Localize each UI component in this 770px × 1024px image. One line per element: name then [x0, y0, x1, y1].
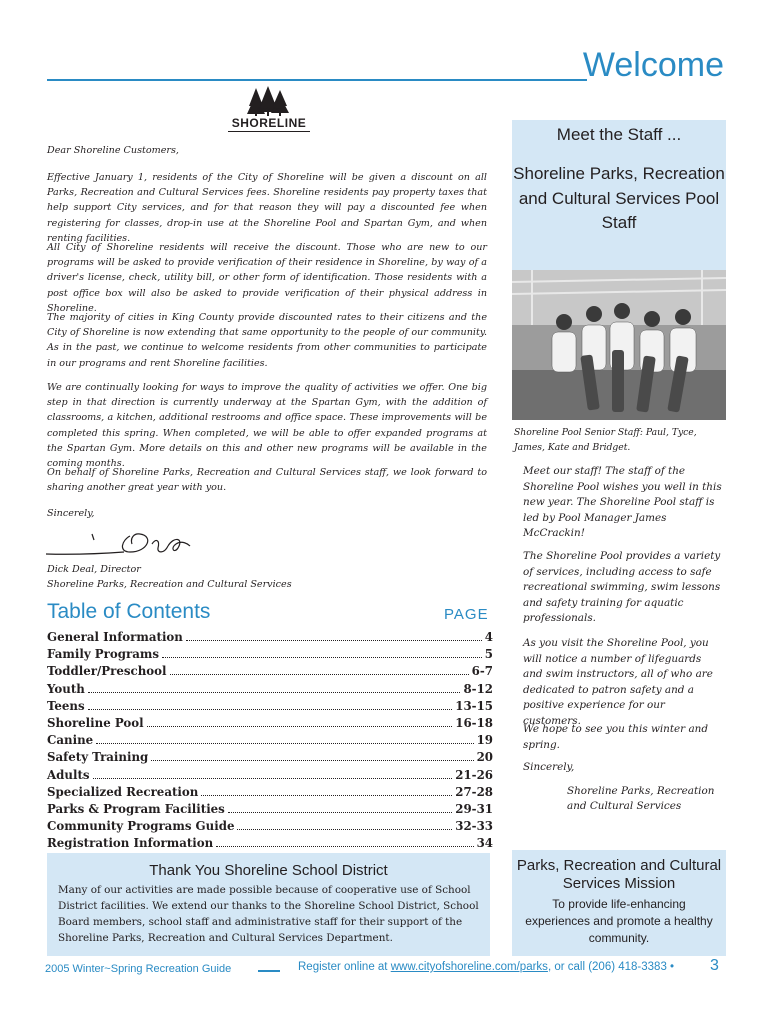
toc-entry-page: 6-7	[471, 664, 493, 679]
footer-phone: , or call (206) 418-3383 •	[547, 961, 675, 973]
staff-signer-line1: Shoreline Parks, Recreation	[567, 785, 715, 797]
toc-entry	[47, 785, 493, 802]
footer-prefix: Register online at	[298, 961, 391, 973]
toc-entry-label: Community Programs Guide	[47, 819, 235, 834]
footer-contact	[298, 961, 674, 973]
toc-entry-page: 5	[484, 647, 493, 662]
letter-paragraph: Effective January 1, residents of the City of Shoreline will be given a discount on all Parks, Recreation and Cultural Services fees. Shoreline residents pay property taxes that help support City services, and for that reason they will pay a discounted fee when registering for classes, drop-in use at the Shoreline Pool and Spartan Gym, and when renting facilities.	[47, 172, 487, 244]
toc-leader-dots	[237, 828, 452, 830]
toc-entry-label: Youth	[47, 681, 85, 696]
letter-paragraph: All City of Shoreline residents will receive the discount. Those who are new to our programs will be asked to provide verification of their residence in Shoreline, by way of a driver's license, check, utility bill, or other form of identification. Those residents with a post office box will also be asked to provide verification of their physical address in Shoreline.	[47, 242, 487, 314]
toc-entry-label: Toddler/Preschool	[47, 664, 167, 679]
toc-leader-dots	[201, 794, 452, 796]
toc-entry-label: Shoreline Pool	[47, 715, 144, 730]
letter-paragraph: We are continually looking for ways to improve the quality of activities we offer. One big step in that direction is currently underway at the Spartan Gym, with the addition of classrooms, a kitchen, additional restrooms and office space. These improvements will be completed this spring. When completed, we will be able to offer expanded programs at the Spartan Gym. More details on this and other new programs will be available in the coming months.	[47, 382, 487, 470]
toc-entry-page: 21-26	[455, 767, 493, 782]
toc-entry-page: 4	[484, 630, 493, 644]
toc-entry	[47, 630, 493, 647]
toc-entry	[47, 802, 493, 819]
staff-signer-line2: and Cultural Services	[567, 800, 682, 812]
mission-title: Parks, Recreation and Cultural Services Mission	[516, 857, 722, 892]
toc-list	[47, 630, 493, 853]
toc-entry	[47, 682, 493, 699]
logo-city-text: CITY OF	[257, 108, 281, 114]
toc-entry-page: 32-33	[455, 819, 493, 834]
letter-paragraph: The majority of cities in King County provide discounted rates to their citizens and the City of Shoreline is now extending that same opportunity to the people of our community. As in the past, we continue to welcome residents from other communities to participate in our programs and rent Shoreline facilities.	[47, 312, 487, 369]
thanks-body: Many of our activities are made possible because of cooperative use of School District facilities. We extend our thanks to the Shoreline School District, School Board members, school staff and administrative staff for their support of the Shoreline Parks, Recreation and Cultural Services Department.	[58, 884, 479, 944]
toc-leader-dots	[96, 742, 473, 744]
toc-entry	[47, 836, 493, 853]
signature	[44, 524, 194, 560]
toc-leader-dots	[162, 656, 482, 658]
toc-leader-dots	[151, 759, 473, 761]
page-number: 3	[710, 957, 719, 974]
toc-entry-page: 20	[476, 750, 493, 765]
toc-entry	[47, 647, 493, 664]
toc-entry-label: Safety Training	[47, 750, 149, 765]
staff-paragraph: We hope to see you this winter and spring.	[523, 723, 708, 751]
signer-org: Shoreline Parks, Recreation and Cultural Services	[47, 579, 292, 590]
letter-greeting: Dear Shoreline Customers,	[47, 145, 179, 156]
toc-leader-dots	[93, 777, 453, 779]
staff-heading: Meet the Staff ...	[556, 125, 682, 144]
toc-entry-page: 34	[476, 836, 493, 851]
letter-closing: Sincerely,	[47, 508, 95, 519]
toc-entry-page: 13-15	[455, 698, 493, 713]
footer-website-link[interactable]: www.cityofshoreline.com/parks	[390, 961, 548, 973]
toc-entry-page: 27-28	[455, 784, 493, 799]
toc-entry-label: Adults	[47, 767, 90, 782]
mission-body: To provide life-enhancing experiences and promote a healthy community.	[525, 897, 713, 945]
toc-entry-page: 29-31	[455, 801, 493, 816]
toc-entry-label: Teens	[47, 698, 85, 713]
toc-entry-page: 19	[476, 733, 493, 748]
toc-entry-label: General Information	[47, 630, 183, 644]
letter-paragraph: On behalf of Shoreline Parks, Recreation and Cultural Services staff, we look forward to sharing another great year with you.	[47, 467, 487, 494]
photo-caption: Shoreline Pool Senior Staff: Paul, Tyce, James, Kate and Bridget.	[514, 427, 697, 453]
page-title: Welcome	[582, 46, 724, 84]
toc-page-label: PAGE	[444, 606, 489, 623]
toc-leader-dots	[228, 811, 452, 813]
toc-entry-label: Registration Information	[47, 836, 214, 851]
toc-leader-dots	[147, 725, 453, 727]
staff-photo	[512, 270, 726, 420]
toc-entry	[47, 699, 493, 716]
toc-title: Table of Contents	[47, 600, 211, 623]
toc-entry-page: 16-18	[455, 715, 493, 730]
header-rule	[47, 79, 587, 81]
logo-rule	[228, 131, 310, 132]
logo-name-text: SHORELINE	[231, 116, 307, 130]
thanks-title: Thank You Shoreline School District	[149, 862, 388, 879]
footer-dash	[258, 970, 280, 972]
toc-entry-label: Specialized Recreation	[47, 784, 199, 799]
toc-entry	[47, 664, 493, 681]
signer-name: Dick Deal, Director	[47, 564, 141, 575]
toc-entry-label: Canine	[47, 733, 94, 748]
toc-entry-page: 8-12	[463, 681, 493, 696]
staff-paragraph: As you visit the Shoreline Pool, you will notice a number of lifeguards and swim instructors, all of who are dedicated to patron safety and a positive experience for our customers.	[523, 637, 713, 727]
toc-leader-dots	[88, 708, 453, 710]
toc-entry	[47, 716, 493, 733]
staff-closing: Sincerely,	[523, 761, 575, 773]
footer-guide-title: 2005 Winter~Spring Recreation Guide	[45, 963, 232, 975]
toc-leader-dots	[88, 691, 461, 693]
toc-leader-dots	[216, 845, 473, 847]
toc-entry-label: Parks & Program Facilities	[47, 801, 225, 816]
staff-paragraph: Meet our staff! The staff of the Shoreline Pool wishes you well in this new year. The Shoreline Pool staff is led by Pool Manager James McCrackin!	[523, 465, 722, 539]
toc-entry	[47, 819, 493, 836]
toc-leader-dots	[186, 639, 482, 641]
toc-leader-dots	[170, 673, 469, 675]
staff-paragraph: The Shoreline Pool provides a variety of services, including access to safe recreational swimming, swim lessons and safety training for aquatic professionals.	[523, 550, 721, 624]
toc-entry	[47, 750, 493, 767]
toc-entry-label: Family Programs	[47, 647, 159, 662]
toc-entry	[47, 733, 493, 750]
toc-entry	[47, 768, 493, 785]
staff-title: Shoreline Parks, Recreation and Cultural Services Pool Staff	[513, 164, 725, 232]
